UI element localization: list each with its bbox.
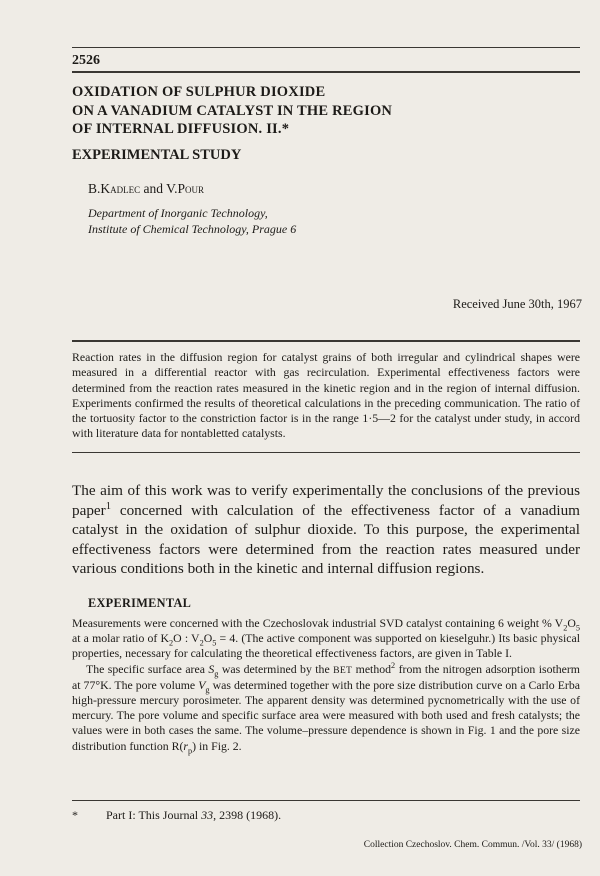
footnote-rule <box>72 800 580 801</box>
author-line <box>88 181 204 197</box>
abstract-text: Reaction rates in the diffusion region for catalyst grains of both irregular and cylindrical shapes were measured in a differential reactor with gas recirculation. Experimental effectiveness factors were determined from the reaction rates measured in the kinetic region and in the region of internal diffusion. Experiments confirmed the results of theoretical calculations in the preceding communication. The ratio of the tortuosity factor to the constriction factor is in the range 1·5—2 for the catalyst under study, in accord with literature data for nontabletted catalysts. <box>72 350 580 441</box>
text-run: O <box>203 631 213 646</box>
author-1-initial: B. <box>88 181 101 196</box>
subscript: g <box>214 668 219 678</box>
text-run: O : V <box>173 631 200 646</box>
title-line: ON A VANADIUM CATALYST IN THE REGION <box>72 102 393 119</box>
experimental-paragraph-2 <box>72 662 580 754</box>
subscript: 2 <box>199 638 204 648</box>
journal-footer: Collection Czechoslov. Chem. Commun. /Vol. 33/ (1968) <box>363 840 582 850</box>
affiliation-line: Department of Inorganic Technology, <box>88 206 268 220</box>
symbol: V <box>198 677 206 692</box>
footnote <box>72 808 281 823</box>
section-heading-experimental: EXPERIMENTAL <box>88 596 192 610</box>
symbol: r <box>183 738 189 753</box>
author-2-initial: V. <box>166 181 178 196</box>
text-run: Measurements were concerned with the Czechoslovak industrial SVD catalyst containing 6 weight % V <box>72 616 564 630</box>
abstract-bottom-rule <box>72 452 580 453</box>
article-subtitle: EXPERIMENTAL STUDY <box>72 147 242 163</box>
reference-mark: 1 <box>105 500 112 512</box>
subscript: g <box>205 685 210 695</box>
header-bottom-rule <box>72 71 580 73</box>
subscript: 5 <box>212 638 217 648</box>
received-date: Received June 30th, 1967 <box>452 297 582 311</box>
subscript: 2 <box>169 638 174 648</box>
author-conjunction: and <box>140 181 167 196</box>
bet-small-caps: BET <box>333 664 353 676</box>
intro-text-cont: concerned with calculation of the effectiveness factor of a vanadium catalyst in the oxidation of sulphur dioxide. To this purpose, the experimental effectiveness factors were determined from the reaction rates measured under various conditions both in the kinetic and internal diffusion regions. <box>72 501 580 578</box>
author-1-surname: Kadlec <box>100 181 141 196</box>
page-number: 2526 <box>72 53 100 68</box>
text-run: The specific surface area <box>86 661 209 676</box>
author-2-surname: Pour <box>177 181 205 196</box>
text-run: ) in Fig. 2. <box>192 738 242 753</box>
intro-text: The aim of this work was to verify experimentally the conclusions of the previous paper <box>72 482 580 519</box>
symbol: S <box>208 661 215 676</box>
text-run: = 4. (The active component was supported on kieselguhr.) Its basic physical properties, necessary for calculating the theoretical effectiveness factors, are given in Table I. <box>72 631 580 661</box>
title-line: OF INTERNAL DIFFUSION. II.* <box>72 121 290 137</box>
affiliation <box>88 205 296 237</box>
experimental-body <box>72 616 580 754</box>
text-run: , 2398 (1968). <box>213 808 282 822</box>
text-run: method <box>352 661 392 676</box>
text-run: Part I: This Journal <box>106 808 202 822</box>
abstract-top-rule <box>72 340 580 342</box>
intro-paragraph <box>72 481 580 579</box>
text-run: was determined together with the pore size distribution curve on a Carlo Erba high-pressure mercury porosimeter. The apparent density was determined pycnometrically with the use of mercury. The pore volume and specific surface area were measured with both used and fresh catalysts; the values were in both cases the same. The volume–pressure dependence is shown in Fig. 1 and the pore size distribution function R( <box>72 677 580 753</box>
text-run: O <box>567 616 576 630</box>
text-run: was determined by the <box>218 661 334 676</box>
text-run: at a molar ratio of K <box>72 631 170 646</box>
article-title <box>72 83 572 139</box>
subscript: 5 <box>575 623 580 633</box>
experimental-paragraph-1 <box>72 616 580 662</box>
title-line: OXIDATION OF SULPHUR DIOXIDE <box>72 84 326 100</box>
volume-number: 33 <box>201 808 214 822</box>
text-run: from the nitrogen adsorption isotherm at 77°K. The pore volume <box>72 661 580 692</box>
subscript: p <box>188 745 193 755</box>
subscript: 2 <box>563 623 568 633</box>
header-top-rule <box>72 47 580 48</box>
affiliation-line: Institute of Chemical Technology, Prague 6 <box>88 222 297 236</box>
reference-mark: 2 <box>391 660 396 670</box>
footnote-mark: * <box>72 808 78 822</box>
